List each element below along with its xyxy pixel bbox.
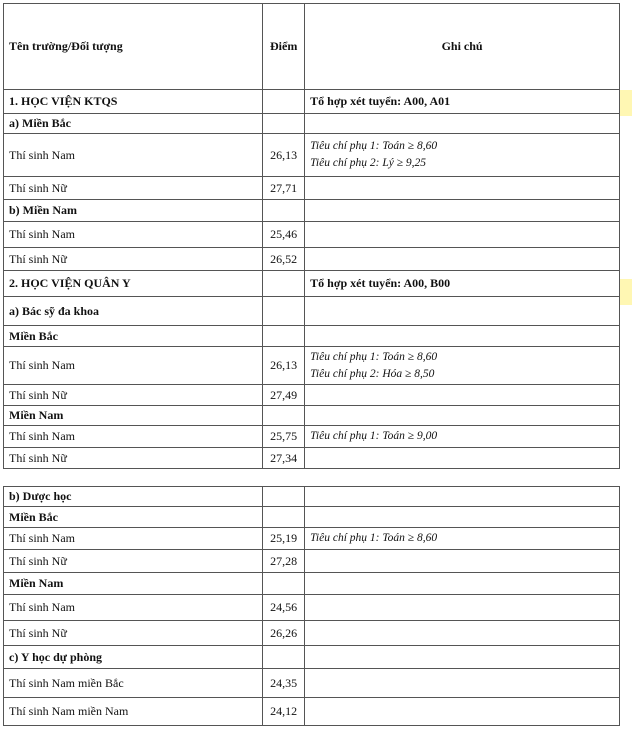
cell-note [305, 507, 620, 528]
cell-note [305, 595, 620, 621]
cell-label: Thí sinh Nữ [4, 248, 263, 271]
cell-score: 25,75 [263, 426, 305, 448]
cell-score: 26,13 [263, 134, 305, 177]
cell-score [263, 114, 305, 134]
cell-note [305, 134, 620, 177]
cell-score [263, 90, 305, 114]
school-row [4, 271, 620, 297]
cell-score: 27,28 [263, 550, 305, 573]
cell-score: 24,35 [263, 669, 305, 698]
group-row [4, 646, 620, 669]
cell-label: Thí sinh Nữ [4, 448, 263, 469]
group-row [4, 114, 620, 134]
cell-note [305, 698, 620, 726]
cell-score [263, 646, 305, 669]
cell-label: Thí sinh Nam [4, 595, 263, 621]
cell-score: 27,71 [263, 177, 305, 200]
cell-label: b) Miền Nam [4, 200, 263, 222]
cell-score [263, 326, 305, 347]
cell-score [263, 573, 305, 595]
cell-label: 2. HỌC VIỆN QUÂN Y [4, 271, 263, 297]
cell-score [263, 271, 305, 297]
cell-label: Thí sinh Nữ [4, 550, 263, 573]
note-line: Tiêu chí phụ 1: Toán ≥ 8,60 [310, 140, 438, 152]
cell-score: 25,19 [263, 528, 305, 550]
cell-score [263, 507, 305, 528]
cell-note [305, 528, 620, 550]
section-gap [4, 469, 620, 487]
table-row [4, 698, 620, 726]
cell-note [305, 222, 620, 248]
table-row [4, 595, 620, 621]
cell-label: a) Bác sỹ đa khoa [4, 297, 263, 326]
cell-score: 24,56 [263, 595, 305, 621]
cell-score: 26,52 [263, 248, 305, 271]
group-row [4, 573, 620, 595]
note-line: Tiêu chí phụ 1: Toán ≥ 9,00 [310, 430, 438, 442]
cell-score [263, 406, 305, 426]
cell-note [305, 297, 620, 326]
cell-label: b) Dược học [4, 487, 263, 507]
table-row [4, 426, 620, 448]
header-score: Điểm [263, 4, 305, 90]
cell-label: Miền Nam [4, 573, 263, 595]
highlight-strip-1 [620, 90, 632, 116]
cell-note [305, 177, 620, 200]
cell-note [305, 573, 620, 595]
cell-note [305, 326, 620, 347]
cell-note [305, 487, 620, 507]
group-row [4, 200, 620, 222]
group-row [4, 297, 620, 326]
cell-note [305, 646, 620, 669]
table-row [4, 621, 620, 646]
school-row [4, 90, 620, 114]
cell-label: Thí sinh Nam miền Bắc [4, 669, 263, 698]
cell-label: Thí sinh Nam [4, 528, 263, 550]
cell-note: Tổ hợp xét tuyển: A00, A01 [305, 90, 620, 114]
group-row [4, 326, 620, 347]
table-row [4, 550, 620, 573]
table-row [4, 222, 620, 248]
cell-score: 26,26 [263, 621, 305, 646]
cell-label: Thí sinh Nam [4, 426, 263, 448]
group-row [4, 487, 620, 507]
cell-label: 1. HỌC VIỆN KTQS [4, 90, 263, 114]
cell-note: Tổ hợp xét tuyển: A00, B00 [305, 271, 620, 297]
highlight-strip-2 [620, 279, 632, 305]
table-row [4, 248, 620, 271]
cell-note [305, 406, 620, 426]
cell-note [305, 550, 620, 573]
note-line: Tiêu chí phụ 2: Hóa ≥ 8,50 [310, 367, 435, 380]
cell-note [305, 200, 620, 222]
note-line: Tiêu chí phụ 1: Toán ≥ 8,60 [310, 532, 438, 544]
table-row [4, 177, 620, 200]
group-row [4, 406, 620, 426]
admission-score-table [3, 3, 620, 726]
gap-cell [4, 469, 620, 487]
cell-note [305, 347, 620, 385]
cell-note [305, 385, 620, 406]
cell-note [305, 248, 620, 271]
cell-score [263, 297, 305, 326]
cell-note [305, 426, 620, 448]
table-header-row [4, 4, 620, 90]
cell-label: Thí sinh Nam [4, 134, 263, 177]
table-row [4, 669, 620, 698]
cell-label: Thí sinh Nam [4, 222, 263, 248]
table-row [4, 134, 620, 177]
cell-label: Thí sinh Nữ [4, 621, 263, 646]
cell-label: a) Miền Bắc [4, 114, 263, 134]
cell-label: Thí sinh Nữ [4, 385, 263, 406]
cell-note [305, 621, 620, 646]
cell-label: Miền Nam [4, 406, 263, 426]
cell-label: Thí sinh Nam miền Nam [4, 698, 263, 726]
table-row [4, 347, 620, 385]
table-row [4, 385, 620, 406]
header-note: Ghi chú [305, 4, 620, 90]
cell-note [305, 114, 620, 134]
table-row [4, 528, 620, 550]
group-row [4, 507, 620, 528]
cell-score: 24,12 [263, 698, 305, 726]
cell-label: c) Y học dự phòng [4, 646, 263, 669]
cell-score [263, 200, 305, 222]
header-school: Tên trường/Đối tượng [4, 4, 263, 90]
cell-label: Thí sinh Nữ [4, 177, 263, 200]
cell-score: 26,13 [263, 347, 305, 385]
cell-score: 25,46 [263, 222, 305, 248]
cell-label: Miền Bắc [4, 507, 263, 528]
cell-score: 27,49 [263, 385, 305, 406]
note-line: Tiêu chí phụ 2: Lý ≥ 9,25 [310, 157, 427, 169]
note-line: Tiêu chí phụ 1: Toán ≥ 8,60 [310, 350, 438, 363]
table-row [4, 448, 620, 469]
cell-note [305, 669, 620, 698]
cell-score [263, 487, 305, 507]
cell-label: Miền Bắc [4, 326, 263, 347]
cell-score: 27,34 [263, 448, 305, 469]
cell-note [305, 448, 620, 469]
cell-label: Thí sinh Nam [4, 347, 263, 385]
